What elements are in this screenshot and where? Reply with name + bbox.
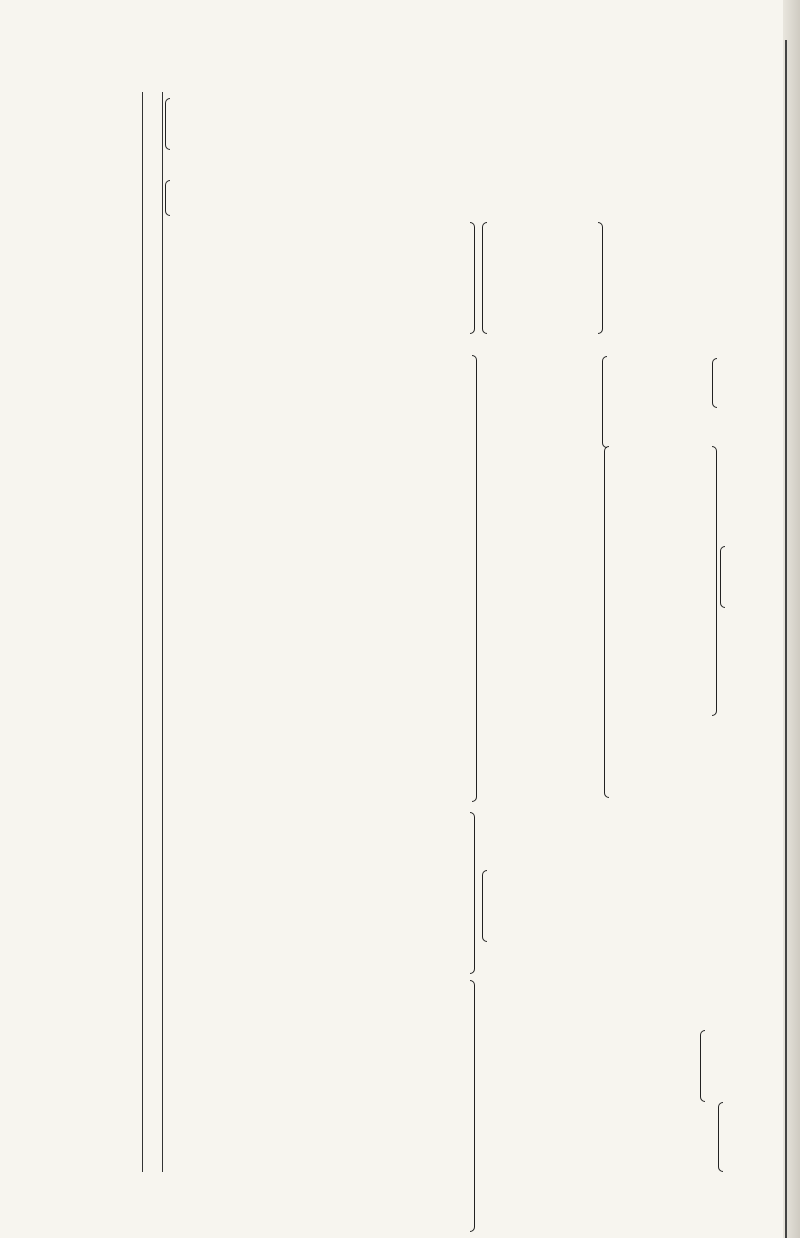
- class4-brace-lower: [604, 446, 609, 798]
- class4-brace-hinterleib: [720, 546, 725, 608]
- class3-brace-mid: [482, 222, 487, 334]
- side-label-protarthropoda: [124, 65, 144, 185]
- class6-brace-mundteile: [700, 1030, 705, 1102]
- side-label-arthropoda: [101, 340, 121, 440]
- class6-brace-fluegelpaare: [718, 1102, 723, 1172]
- class3-rbrace-mid: [598, 222, 603, 334]
- class6-rbrace: [470, 980, 475, 1232]
- class4-brace-koerper: [712, 358, 717, 408]
- side-divider-outer: [142, 92, 143, 1172]
- page-edge-line: [785, 40, 787, 1238]
- class5-rbrace: [470, 812, 475, 974]
- class4-brace-mitdem: [602, 356, 607, 448]
- class1-brace: [165, 98, 170, 150]
- class5-brace-right: [482, 870, 487, 942]
- side-divider-inner: [162, 92, 163, 1172]
- class4-rbrace: [472, 355, 477, 802]
- class4-rbrace-kopf: [712, 446, 717, 716]
- class2-brace: [165, 180, 170, 216]
- class3-rbrace: [470, 222, 475, 334]
- side-label-euarthropoda: [129, 545, 149, 655]
